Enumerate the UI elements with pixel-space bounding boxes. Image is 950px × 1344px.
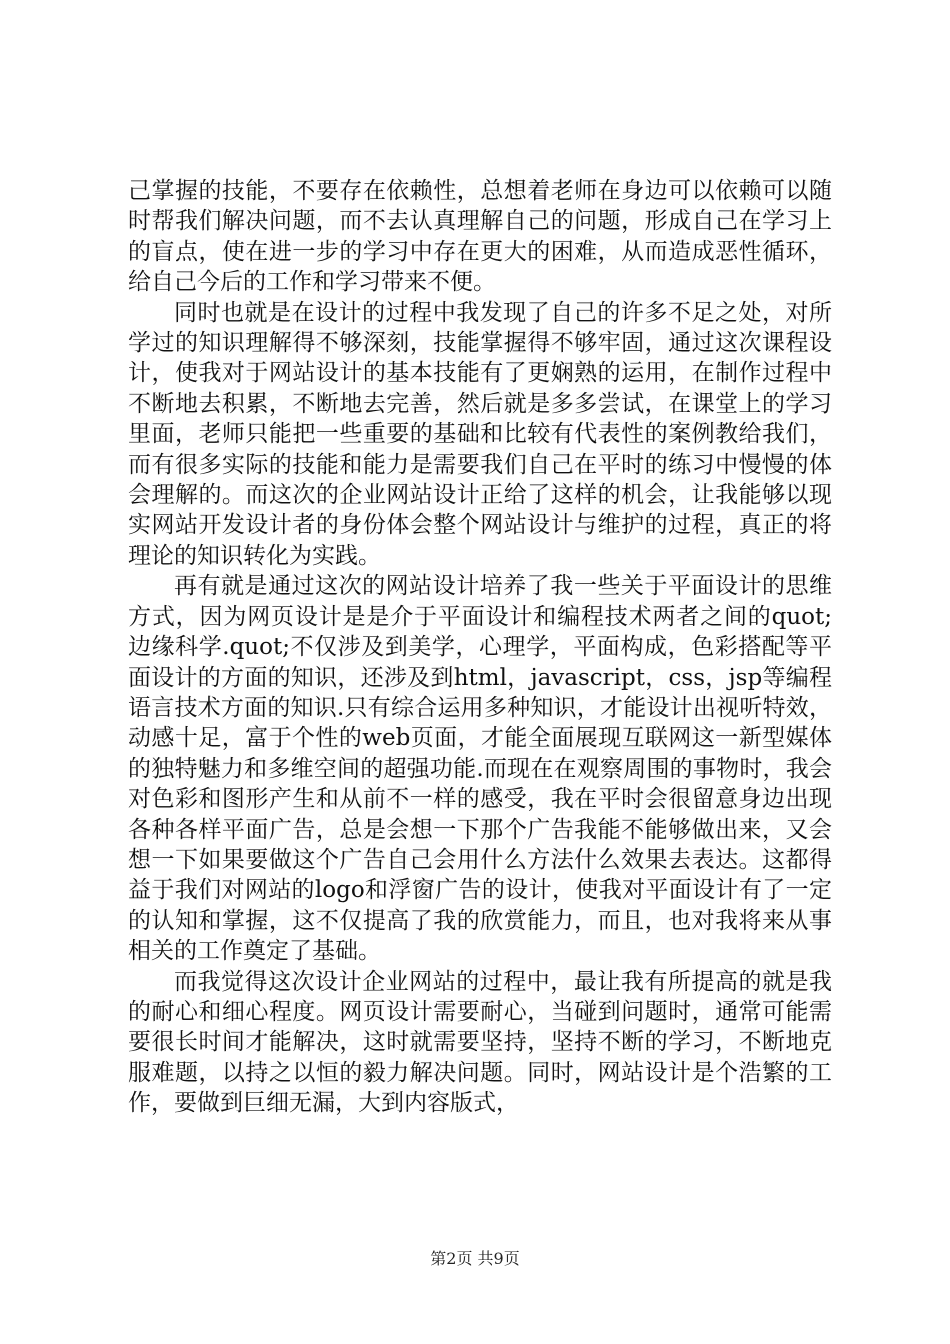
document-body [128, 176, 832, 1119]
paragraph-4: 而我觉得这次设计企业网站的过程中，最让我有所提高的就是我的耐心和细心程度。网页设计需要耐心，当碰到问题时，通常可能需要很长时间才能解决，这时就需要坚持，坚持不断的学习，不断地克服难题，以持之以恒的毅力解决问题。同时，网站设计是个浩繁的工作，要做到巨细无漏，大到内容版式， [128, 968, 832, 1117]
paragraph-2: 同时也就是在设计的过程中我发现了自己的许多不足之处，对所学过的知识理解得不够深刻，技能掌握得不够牢固，通过这次课程设计，使我对于网站设计的基本技能有了更娴熟的运用，在制作过程中不断地去积累，不断地去完善，然后就是多多尝试，在课堂上的学习里面，老师只能把一些重要的基础和比较有代表性的案例教给我们，而有很多实际的技能和能力是需要我们自己在平时的练习中慢慢的体会理解的。而这次的企业网站设计正给了这样的机会，让我能够以现实网站开发设计者的身份体会整个网站设计与维护的过程，真正的将理论的知识转化为实践。 [128, 299, 832, 569]
paragraph-3: 再有就是通过这次的网站设计培养了我一些关于平面设计的思维方式，因为网页设计是是介于平面设计和编程技术两者之间的quot;边缘科学.quot;不仅涉及到美学，心理学，平面构成，色彩搭配等平面设计的方面的知识，还涉及到html，javascript，css，jsp等编程语言技术方面的知识.只有综合运用多种知识，才能设计出视听特效，动感十足，富于个性的web页面，才能全面展现互联网这一新型媒体的独特魅力和多维空间的超强功能.而现在在观察周围的事物时，我会对色彩和图形产生和从前不一样的感受，我在平时会很留意身边出现各种各样平面广告，总是会想一下那个广告我能不能够做出来，又会想一下如果要做这个广告自己会用什么方法什么效果去表达。这都得益于我们对网站的logo和浮窗广告的设计，使我对平面设计有了一定的认知和掌握，这不仅提高了我的欣赏能力，而且，也对我将来从事相关的工作奠定了基础。 [128, 573, 832, 965]
page-number-footer: 第2页 共9页 [430, 1249, 520, 1268]
paragraph-1: 己掌握的技能，不要存在依赖性，总想着老师在身边可以依赖可以随时帮我们解决问题，而不去认真理解自己的问题，形成自己在学习上的盲点，使在进一步的学习中存在更大的困难，从而造成恶性循环，给自己今后的工作和学习带来不便。 [128, 178, 832, 296]
